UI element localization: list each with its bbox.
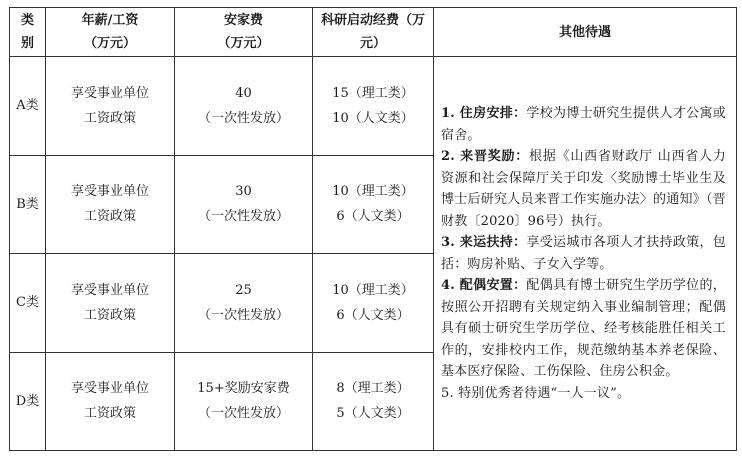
research-science: 8（理工类） xyxy=(336,381,410,397)
category-cell: B类 xyxy=(10,155,46,253)
salary-line1: 享受事业单位 xyxy=(70,381,149,397)
category-cell: C类 xyxy=(10,254,46,352)
talent-benefits-table xyxy=(9,7,737,451)
benefit-title: 4. 配偶安置： xyxy=(441,278,527,294)
salary-line2: 工资政策 xyxy=(83,307,136,323)
table-row xyxy=(10,57,737,155)
header-settlement-line1: 安家费 xyxy=(223,13,263,29)
header-category-line2: 别 xyxy=(20,36,34,52)
research-humanities: 5（人文类） xyxy=(336,406,410,422)
benefit-title: 1. 住房安排： xyxy=(441,106,527,122)
header-category xyxy=(10,8,46,57)
salary-cell xyxy=(46,254,175,352)
salary-line1: 享受事业单位 xyxy=(70,184,149,200)
header-salary-line2: （万元） xyxy=(83,36,136,52)
other-benefits-cell xyxy=(434,57,737,451)
salary-line1: 享受事业单位 xyxy=(70,282,149,298)
category-cell: D类 xyxy=(10,352,46,450)
header-research-line1: 科研启动经费（万 xyxy=(320,13,425,29)
research-humanities: 6（人文类） xyxy=(336,209,410,225)
settlement-cell xyxy=(175,254,313,352)
benefit-item-outstanding xyxy=(441,383,726,405)
salary-cell xyxy=(46,352,175,450)
benefit-text: 享受运城市各项人才扶持政策，包括：购房补贴、子女入学等。 xyxy=(441,235,726,272)
salary-line2: 工资政策 xyxy=(83,209,136,225)
benefit-item-housing xyxy=(441,103,726,146)
settlement-amount: 30 xyxy=(235,184,252,200)
benefit-title: 3. 来运扶持： xyxy=(441,235,527,251)
benefit-text: 配偶具有博士研究生学历学位的，按照公开招聘有关规定纳入事业编制管理；配偶具有硕士研究生学历学位、经考核能胜任相关工作的，安排校内工作，规范缴纳基本养老保险、基本医疗保险、工伤保险、住房公积金。 xyxy=(441,278,726,380)
header-row xyxy=(10,8,737,57)
benefit-item-support xyxy=(441,232,726,275)
settlement-note: （一次性发放） xyxy=(197,307,289,323)
header-settlement xyxy=(175,8,313,57)
salary-line1: 享受事业单位 xyxy=(70,85,149,101)
settlement-amount: 40 xyxy=(235,85,252,101)
research-funding-cell xyxy=(313,155,434,253)
settlement-amount: 15+奖励安家费 xyxy=(197,381,290,397)
settlement-cell xyxy=(175,155,313,253)
research-funding-cell xyxy=(313,352,434,450)
header-other-benefits: 其他待遇 xyxy=(434,8,737,57)
header-category-line1: 类 xyxy=(20,13,34,29)
research-science: 10（理工类） xyxy=(332,282,414,298)
research-humanities: 10（人文类） xyxy=(332,110,414,126)
research-humanities: 6（人文类） xyxy=(336,307,410,323)
benefit-item-award xyxy=(441,146,726,232)
benefit-text: 5. 特别优秀者待遇“一人一议”。 xyxy=(441,385,631,401)
settlement-cell xyxy=(175,352,313,450)
category-cell: A类 xyxy=(10,57,46,155)
header-settlement-line2: （万元） xyxy=(217,36,270,52)
header-research-funding xyxy=(313,8,434,57)
settlement-amount: 25 xyxy=(235,282,252,298)
research-funding-cell xyxy=(313,254,434,352)
research-science: 15（理工类） xyxy=(332,85,414,101)
settlement-note: （一次性发放） xyxy=(197,209,289,225)
settlement-cell xyxy=(175,57,313,155)
header-salary-line1: 年薪/工资 xyxy=(81,13,139,29)
salary-line2: 工资政策 xyxy=(83,406,136,422)
benefit-text: 学校为博士研究生提供人才公寓或宿舍。 xyxy=(441,106,726,143)
benefit-text: 根据《山西省财政厅 山西省人力资源和社会保障厅关于印发〈奖励博士毕业生及博士后研究人员来晋工作实施办法〉的通知》（晋财教〔2020〕96号）执行。 xyxy=(441,149,726,229)
salary-line2: 工资政策 xyxy=(83,110,136,126)
research-funding-cell xyxy=(313,57,434,155)
research-science: 10（理工类） xyxy=(332,184,414,200)
salary-cell xyxy=(46,57,175,155)
settlement-note: （一次性发放） xyxy=(197,110,289,126)
benefit-item-spouse xyxy=(441,275,726,383)
header-salary xyxy=(46,8,175,57)
settlement-note: （一次性发放） xyxy=(197,406,289,422)
benefit-title: 2. 来晋奖励： xyxy=(441,149,530,165)
salary-cell xyxy=(46,155,175,253)
header-research-line2: 元） xyxy=(359,36,386,52)
